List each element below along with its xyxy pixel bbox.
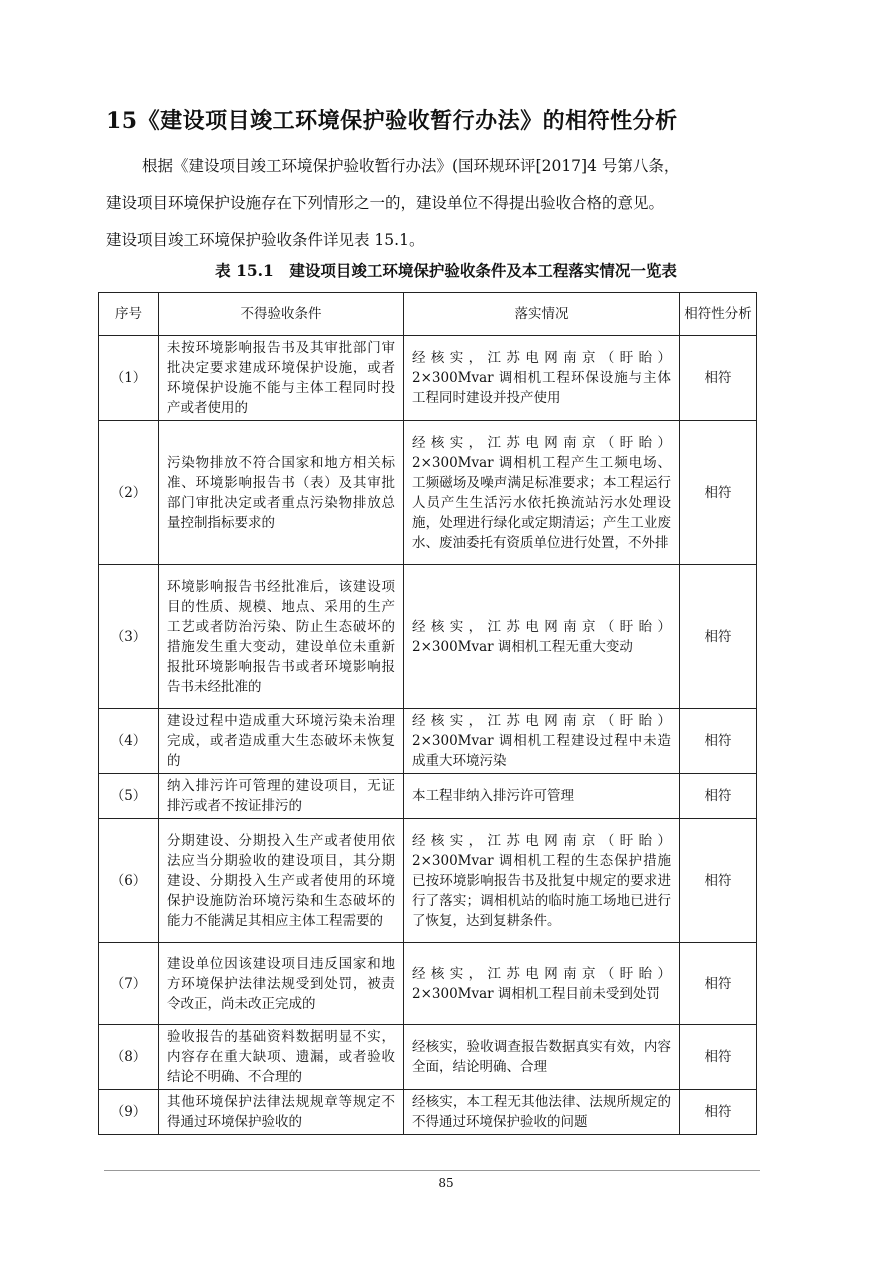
row-condition: 污染物排放不符合国家和地方相关标准、环境影响报告书（表）及其审批部门审批决定或者重点污染物排放总量控制指标要求的 <box>159 421 404 565</box>
header-result: 相符性分析 <box>680 293 757 336</box>
row-implementation: 经核实，江苏电网南京（盱眙）2×300Mvar 调相机工程无重大变动 <box>404 565 680 709</box>
row-condition: 建设过程中造成重大环境污染未治理完成，或者造成重大生态破坏未恢复的 <box>159 709 404 774</box>
row-result: 相符 <box>680 774 757 819</box>
page-number: 85 <box>438 1176 454 1190</box>
row-result: 相符 <box>680 565 757 709</box>
row-implementation: 本工程非纳入排污许可管理 <box>404 774 680 819</box>
row-result: 相符 <box>680 1025 757 1090</box>
row-result: 相符 <box>680 943 757 1025</box>
row-num: （9） <box>99 1090 159 1135</box>
paragraph-line: 根据《建设项目竣工环境保护验收暂行办法》(国环规环评[2017]4 号第八条， <box>142 157 680 175</box>
row-num: （8） <box>99 1025 159 1090</box>
paragraph-line: 建设项目环境保护设施存在下列情形之一的，建设单位不得提出验收合格的意见。 <box>106 194 665 212</box>
table-row <box>99 943 757 1025</box>
row-implementation: 经核实，江苏电网南京（盱眙）2×300Mvar 调相机工程产生工频电场、工频磁场及噪声满足标准要求；本工程运行人员产生生活污水依托换流站污水处理设施，处理进行绿化或定期清运；产生工业废水、废油委托有资质单位进行处置，不外排 <box>404 421 680 565</box>
row-result: 相符 <box>680 1090 757 1135</box>
row-result: 相符 <box>680 819 757 943</box>
row-num: （1） <box>99 336 159 421</box>
acceptance-conditions-table <box>98 292 757 1135</box>
row-num: （4） <box>99 709 159 774</box>
row-num: （5） <box>99 774 159 819</box>
intro-paragraph <box>106 148 756 259</box>
table-row <box>99 819 757 943</box>
row-num: （2） <box>99 421 159 565</box>
header-num: 序号 <box>99 293 159 336</box>
row-condition: 环境影响报告书经批准后，该建设项目的性质、规模、地点、采用的生产工艺或者防治污染、防止生态破坏的措施发生重大变动，建设单位未重新报批环境影响报告书或者环境影响报告书未经批准的 <box>159 565 404 709</box>
row-condition: 纳入排污许可管理的建设项目，无证排污或者不按证排污的 <box>159 774 404 819</box>
row-result: 相符 <box>680 421 757 565</box>
row-num: （3） <box>99 565 159 709</box>
header-implementation: 落实情况 <box>404 293 680 336</box>
row-condition: 分期建设、分期投入生产或者使用依法应当分期验收的建设项目，其分期建设、分期投入生产或者使用的环境保护设施防治环境污染和生态破坏的能力不能满足其相应主体工程需要的 <box>159 819 404 943</box>
table-row <box>99 421 757 565</box>
row-num: （6） <box>99 819 159 943</box>
row-condition: 建设单位因该建设项目违反国家和地方环境保护法律法规受到处罚，被责令改正，尚未改正完成的 <box>159 943 404 1025</box>
paragraph-line: 建设项目竣工环境保护验收条件详见表 15.1。 <box>106 231 425 249</box>
footer-divider <box>104 1170 760 1171</box>
header-condition: 不得验收条件 <box>159 293 404 336</box>
row-result: 相符 <box>680 709 757 774</box>
row-condition: 验收报告的基础资料数据明显不实，内容存在重大缺项、遗漏，或者验收结论不明确、不合理的 <box>159 1025 404 1090</box>
row-num: （7） <box>99 943 159 1025</box>
row-implementation: 经核实，江苏电网南京（盱眙）2×300Mvar 调相机工程建设过程中未造成重大环境污染 <box>404 709 680 774</box>
table-row <box>99 1090 757 1135</box>
row-implementation: 经核实，江苏电网南京（盱眙）2×300Mvar 调相机工程环保设施与主体工程同时建设并投产使用 <box>404 336 680 421</box>
row-implementation: 经核实，江苏电网南京（盱眙）2×300Mvar 调相机工程目前未受到处罚 <box>404 943 680 1025</box>
table-row <box>99 709 757 774</box>
table-caption: 表 15.1 建设项目竣工环境保护验收条件及本工程落实情况一览表 <box>215 261 677 280</box>
row-result: 相符 <box>680 336 757 421</box>
table-row <box>99 774 757 819</box>
table-row <box>99 565 757 709</box>
row-condition: 未按环境影响报告书及其审批部门审批决定要求建成环境保护设施，或者环境保护设施不能与主体工程同时投产或者使用的 <box>159 336 404 421</box>
row-condition: 其他环境保护法律法规规章等规定不得通过环境保护验收的 <box>159 1090 404 1135</box>
section-heading: 15《建设项目竣工环境保护验收暂行办法》的相符性分析 <box>106 108 678 134</box>
table-row <box>99 1025 757 1090</box>
table-header-row <box>99 293 757 336</box>
row-implementation: 经核实，本工程无其他法律、法规所规定的不得通过环境保护验收的问题 <box>404 1090 680 1135</box>
table-row <box>99 336 757 421</box>
row-implementation: 经核实，江苏电网南京（盱眙）2×300Mvar 调相机工程的生态保护措施已按环境影响报告书及批复中规定的要求进行了落实；调相机站的临时施工场地已进行了恢复，达到复耕条件。 <box>404 819 680 943</box>
row-implementation: 经核实，验收调查报告数据真实有效，内容全面，结论明确、合理 <box>404 1025 680 1090</box>
